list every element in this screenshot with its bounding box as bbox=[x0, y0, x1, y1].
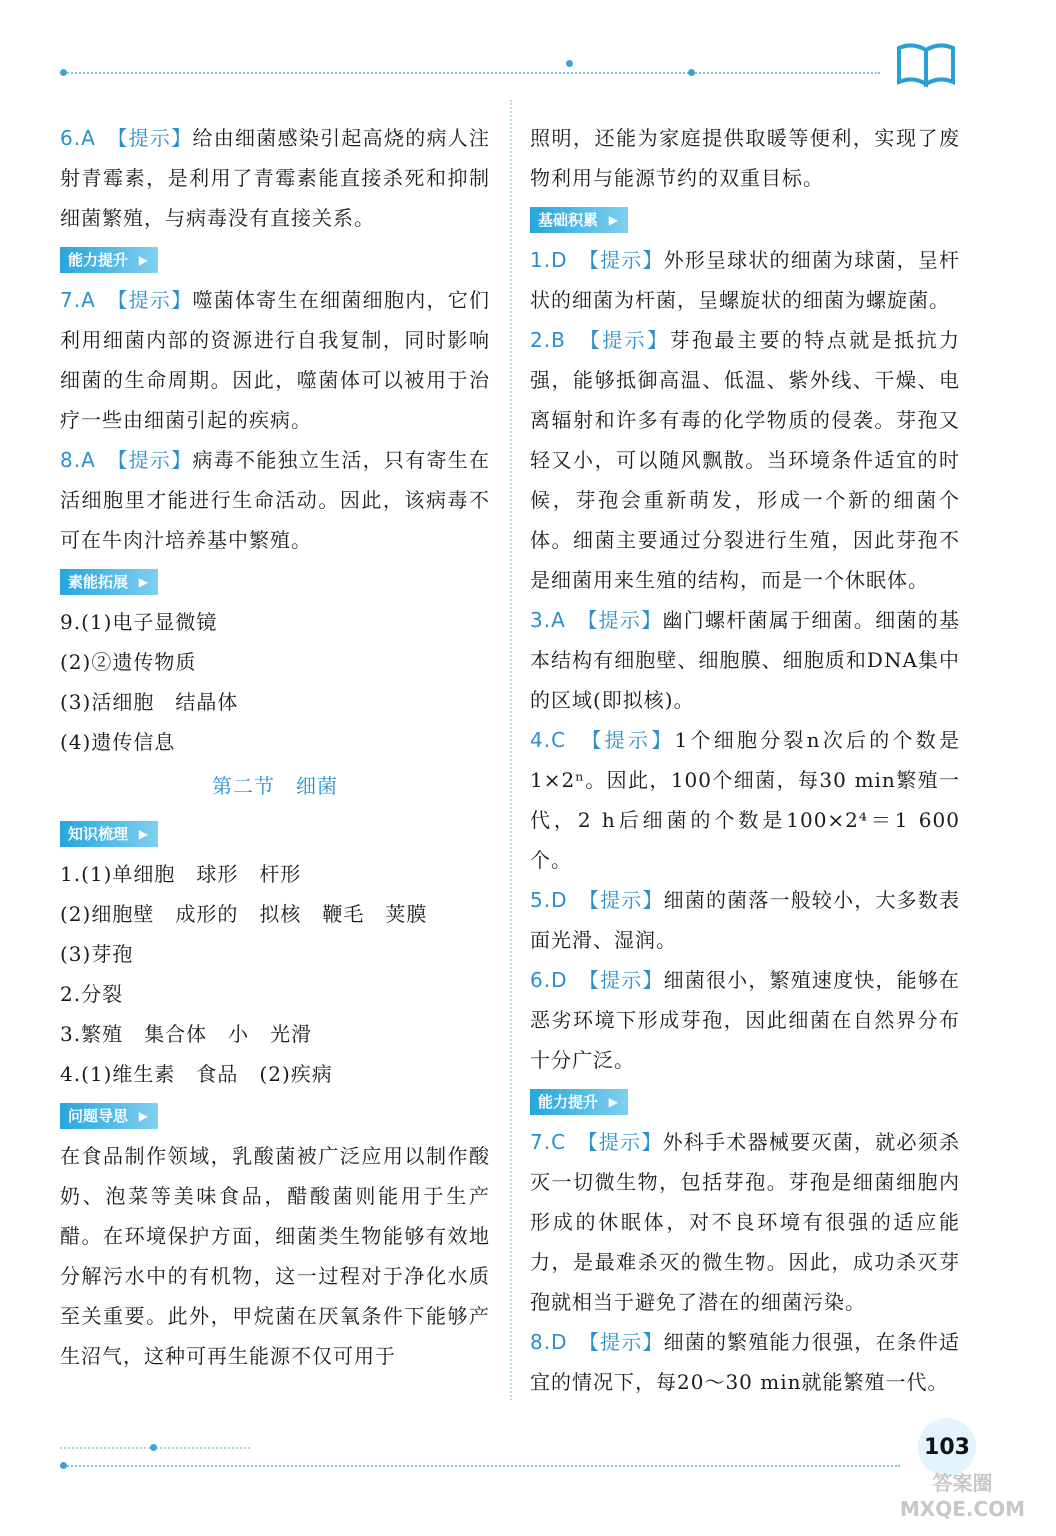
answer-9-line: 9.(1)电子显微镜 bbox=[60, 610, 218, 634]
knowledge-line: 1.(1)单细胞 球形 杆形 bbox=[60, 862, 302, 886]
top-dotted-rule bbox=[60, 72, 880, 74]
answer-2: 2.B 【提示】芽孢最主要的特点就是抵抗力强，能够抵御高温、低温、紫外线、干燥、电离辐射和许多有毒的化学物质的侵袭。芽孢又轻又小，可以随风飘散。当环境条件适宜的时候，芽孢会重新萌发，形成一个新的细菌个体。细菌主要通过分裂进行生殖，因此芽孢不是细菌用来生殖的结构，而是一个休眠体。 bbox=[530, 328, 961, 592]
answer-9-line: (2)②遗传物质 bbox=[60, 650, 197, 674]
bottom-rule-dot bbox=[60, 1462, 67, 1469]
guide-paragraph: 在食品制作领域，乳酸菌被广泛应用以制作酸奶、泡菜等美味食品，醋酸菌则能用于生产醋。在环境保护方面，细菌类生物能够有效地分解污水中的有机物，这一过程对于净化水质至关重要。此外，甲烷菌在厌氧条件下能够产生沼气，这种可再生能源不仅可用于 bbox=[60, 1144, 490, 1368]
site-watermark: 答案圈 MXQE.COM bbox=[899, 1471, 1026, 1521]
knowledge-line: 4.(1)维生素 食品 (2)疾病 bbox=[60, 1062, 333, 1086]
section-banner-ability: 能力提升 ▶ bbox=[60, 247, 158, 273]
section-banner-basic: 基础积累 ▶ bbox=[530, 207, 628, 233]
right-column bbox=[530, 118, 960, 1402]
section-title: 第二节 细菌 bbox=[212, 774, 338, 798]
guide-paragraph-continued: 照明，还能为家庭提供取暖等便利，实现了废物利用与能源节约的双重目标。 bbox=[530, 126, 960, 190]
section-banner-extension: 素能拓展 ▶ bbox=[60, 569, 158, 595]
answer-5: 5.D 【提示】细菌的菌落一般较小，大多数表面光滑、湿润。 bbox=[530, 888, 961, 952]
answer-7: 7.C 【提示】外科手术器械要灭菌，就必须杀灭一切微生物，包括芽孢。芽孢是细菌细胞内形成的休眠体，对不良环境有很强的适应能力，是最难杀灭的微生物。因此，成功杀灭芽孢就相当于避免了潜在的细菌污染。 bbox=[530, 1130, 961, 1314]
play-arrow-icon: ▶ bbox=[138, 1109, 149, 1123]
section-banner-ability: 能力提升 ▶ bbox=[530, 1089, 628, 1115]
play-arrow-icon: ▶ bbox=[138, 827, 149, 841]
hint-label: 【提示】 bbox=[588, 968, 664, 992]
hint-label: 【提示】 bbox=[117, 288, 193, 312]
answer-8: 8.A 【提示】病毒不能独立生活，只有寄生在活细胞里才能进行生命活动。因此，该病毒不可在牛肉汁培养基中繁殖。 bbox=[60, 448, 491, 552]
bottom-rule-dot bbox=[150, 1444, 157, 1451]
answer-1: 1.D 【提示】外形呈球状的细菌为球菌，呈杆状的细菌为杆菌，呈螺旋状的细菌为螺旋菌。 bbox=[530, 248, 961, 312]
answer-9-line: (3)活细胞 结晶体 bbox=[60, 690, 239, 714]
answer-3: 3.A 【提示】幽门螺杆菌属于细菌。细菌的基本结构有细胞壁、细胞膜、细胞质和DNA集中的区域(即拟核)。 bbox=[530, 608, 961, 712]
answer-6: 6.A 【提示】给由细菌感染引起高烧的病人注射青霉素，是利用了青霉素能直接杀死和抑制细菌繁殖，与病毒没有直接关系。 bbox=[60, 126, 491, 230]
column-divider bbox=[510, 100, 512, 1400]
page-number: 103 bbox=[918, 1418, 976, 1476]
play-arrow-icon: ▶ bbox=[608, 213, 619, 227]
hint-label: 【提示】 bbox=[588, 1330, 664, 1354]
knowledge-line: (2)细胞壁 成形的 拟核 鞭毛 荚膜 bbox=[60, 902, 428, 926]
answer-8: 8.D 【提示】细菌的繁殖能力很强，在条件适宜的情况下，每20～30 min就能繁殖一代。 bbox=[530, 1330, 961, 1394]
answer-7: 7.A 【提示】噬菌体寄生在细菌细胞内，它们利用细菌内部的资源进行自我复制，同时影响细菌的生命周期。因此，噬菌体可以被用于治疗一些由细菌引起的疾病。 bbox=[60, 288, 491, 432]
hint-label: 【提示】 bbox=[588, 888, 664, 912]
answer-6: 6.D 【提示】细菌很小，繁殖速度快，能够在恶劣环境下形成芽孢，因此细菌在自然界分布十分广泛。 bbox=[530, 968, 961, 1072]
hint-label: 【提示】 bbox=[588, 248, 664, 272]
play-arrow-icon: ▶ bbox=[608, 1095, 619, 1109]
play-arrow-icon: ▶ bbox=[138, 253, 149, 267]
hint-label: 【提示】 bbox=[117, 126, 193, 150]
answer-4: 4.C 【提示】1个细胞分裂n次后的个数是1×2ⁿ。因此，100个细菌，每30 min繁殖一代，2 h后细菌的个数是100×2⁴＝1 600个。 bbox=[530, 728, 961, 872]
hint-label: 【提示】 bbox=[589, 328, 670, 352]
hint-label: 【提示】 bbox=[587, 608, 663, 632]
hint-label: 【提示】 bbox=[591, 728, 675, 752]
knowledge-line: 2.分裂 bbox=[60, 982, 124, 1006]
knowledge-line: (3)芽孢 bbox=[60, 942, 134, 966]
top-rule-dot bbox=[566, 60, 573, 67]
hint-label: 【提示】 bbox=[117, 448, 193, 472]
answer-9-line: (4)遗传信息 bbox=[60, 730, 176, 754]
top-rule-dot bbox=[688, 69, 695, 76]
play-arrow-icon: ▶ bbox=[138, 575, 149, 589]
book-icon bbox=[895, 40, 957, 88]
left-column bbox=[60, 118, 490, 1376]
top-rule-dot bbox=[60, 69, 67, 76]
section-banner-guide: 问题导思 ▶ bbox=[60, 1103, 158, 1129]
section-banner-knowledge: 知识梳理 ▶ bbox=[60, 821, 158, 847]
hint-label: 【提示】 bbox=[587, 1130, 663, 1154]
knowledge-line: 3.繁殖 集合体 小 光滑 bbox=[60, 1022, 313, 1046]
bottom-dotted-rule bbox=[60, 1465, 900, 1467]
